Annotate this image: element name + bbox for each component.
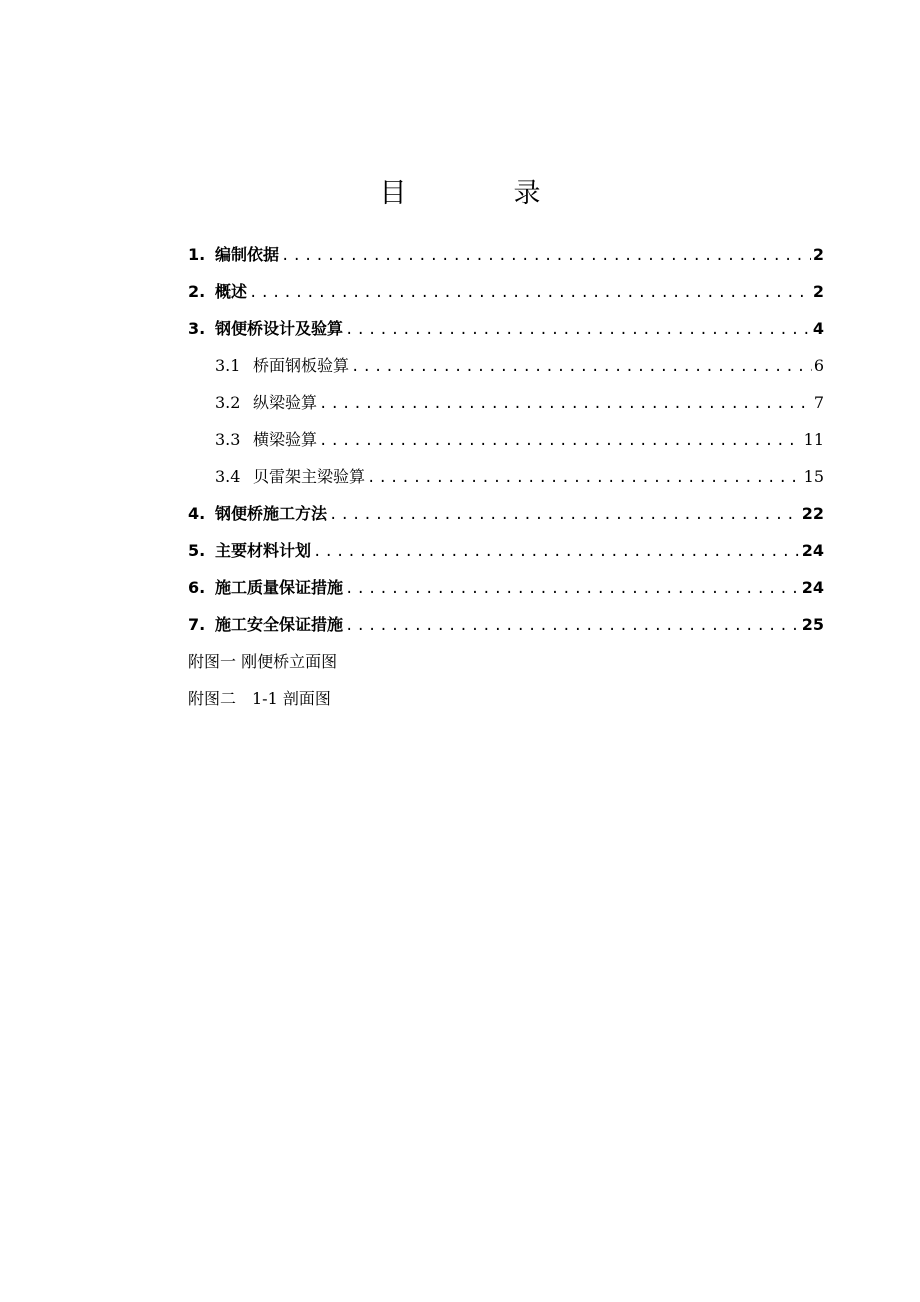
toc-dot-leader <box>367 460 802 495</box>
toc-entry-page: 7 <box>813 393 824 412</box>
table-of-contents <box>188 236 824 717</box>
toc-entry-page: 24 <box>801 578 824 597</box>
toc-entry-3-3[interactable] <box>188 421 824 458</box>
toc-entry-number: 3.3 <box>215 430 241 449</box>
toc-entry-number: 1. <box>188 245 206 264</box>
toc-dot-leader <box>319 386 812 421</box>
toc-entry-3-4[interactable] <box>188 458 824 495</box>
toc-entry-label: 纵梁验算 <box>253 393 318 412</box>
toc-entry-6[interactable] <box>188 569 824 606</box>
toc-title: 目 录 <box>379 178 581 209</box>
toc-entry-3-2[interactable] <box>188 384 824 421</box>
toc-entry-number: 3.4 <box>215 467 241 486</box>
toc-entry-page: 15 <box>803 467 824 486</box>
toc-entry-number: 4. <box>188 504 206 523</box>
toc-entry-number: 3. <box>188 319 206 338</box>
toc-entry-number: 3.1 <box>215 356 241 375</box>
toc-entry-label: 施工安全保证措施 <box>215 615 344 634</box>
toc-entry-label: 编制依据 <box>215 245 280 264</box>
appendix-2: 附图二 1-1 剖面图 <box>188 689 331 708</box>
toc-dot-leader <box>249 275 811 310</box>
toc-entry-page: 6 <box>813 356 824 375</box>
toc-dot-leader <box>351 349 812 384</box>
toc-entry-page: 4 <box>812 319 824 338</box>
toc-entry-number: 7. <box>188 615 206 634</box>
toc-entry-label: 主要材料计划 <box>215 541 312 560</box>
toc-entry-5[interactable] <box>188 532 824 569</box>
toc-entry-label: 施工质量保证措施 <box>215 578 344 597</box>
toc-entry-3[interactable] <box>188 310 824 347</box>
toc-dot-leader <box>281 238 811 273</box>
toc-entry-page: 25 <box>801 615 824 634</box>
toc-entry-page: 24 <box>801 541 824 560</box>
toc-entry-2[interactable] <box>188 273 824 310</box>
toc-entry-label: 钢便桥设计及验算 <box>215 319 344 338</box>
toc-dot-leader <box>345 608 800 643</box>
toc-entry-page: 2 <box>812 245 824 264</box>
toc-entry-page: 11 <box>803 430 824 449</box>
toc-entry-label: 横梁验算 <box>253 430 318 449</box>
toc-entry-4[interactable] <box>188 495 824 532</box>
toc-entry-page: 2 <box>812 282 824 301</box>
appendix-1: 附图一 刚便桥立面图 <box>188 652 338 671</box>
toc-dot-leader <box>319 423 802 458</box>
toc-dot-leader <box>345 312 811 347</box>
toc-entry-label: 贝雷架主梁验算 <box>253 467 366 486</box>
toc-entry-number: 2. <box>188 282 206 301</box>
toc-entry-1[interactable] <box>188 236 824 273</box>
toc-entry-label: 桥面钢板验算 <box>253 356 350 375</box>
toc-dot-leader <box>329 497 800 532</box>
toc-entry-7[interactable] <box>188 606 824 643</box>
toc-dot-leader <box>345 571 800 606</box>
toc-entry-number: 6. <box>188 578 206 597</box>
toc-entry-number: 5. <box>188 541 206 560</box>
toc-entry-3-1[interactable] <box>188 347 824 384</box>
toc-entry-label: 钢便桥施工方法 <box>215 504 328 523</box>
toc-entry-number: 3.2 <box>215 393 241 412</box>
toc-entry-label: 概述 <box>215 282 248 301</box>
toc-dot-leader <box>313 534 800 569</box>
toc-entry-page: 22 <box>801 504 824 523</box>
